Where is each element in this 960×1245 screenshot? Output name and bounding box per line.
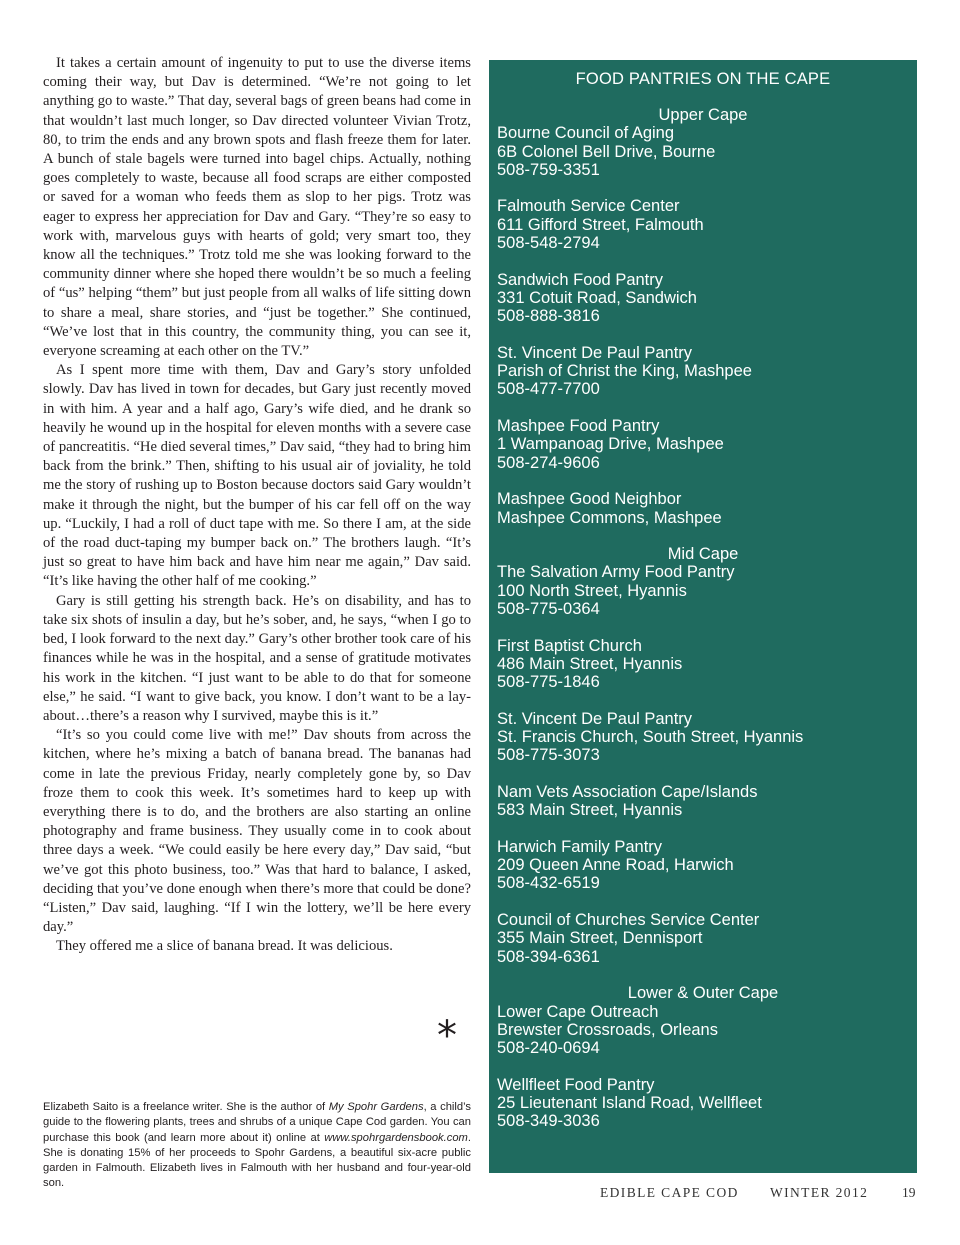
- pantry-address: 611 Gifford Street, Falmouth: [497, 215, 704, 234]
- pantry-entry: [497, 490, 909, 527]
- pantry-address: Mashpee Commons, Mashpee: [497, 508, 722, 527]
- pantry-name: Council of Churches Service Center: [497, 911, 760, 930]
- bio-book-title: My Spohr Gardens: [328, 1101, 424, 1113]
- end-mark-asterisk-icon: *: [437, 1013, 457, 1059]
- article-body: [43, 54, 471, 957]
- pantry-address: 100 North Street, Hyannis: [497, 581, 687, 600]
- pantry-address: St. Francis Church, South Street, Hyannis: [497, 728, 804, 747]
- pantry-name: The Salvation Army Food Pantry: [497, 563, 735, 582]
- pantry-phone: 508-775-1846: [497, 673, 600, 692]
- pantry-phone: 508-775-0364: [497, 600, 600, 619]
- pantry-address: 355 Main Street, Dennisport: [497, 929, 703, 948]
- author-bio: [43, 1100, 471, 1192]
- pantry-phone: 508-548-2794: [497, 234, 600, 253]
- pantry-entry: [497, 197, 909, 252]
- pantry-address: 331 Cotuit Road, Sandwich: [497, 288, 697, 307]
- pantry-address: 1 Wampanoag Drive, Mashpee: [497, 435, 724, 454]
- pantry-address: Brewster Crossroads, Orleans: [497, 1020, 718, 1039]
- pantry-name: Mashpee Good Neighbor: [497, 490, 682, 509]
- article-paragraph: It takes a certain amount of ingenuity to put to use the diverse items coming their way, but Dav is determined. “We’re not going to let anything go to waste.” That day, several bags of green beans had come in that wouldn’t last much longer, so Dav directed volunteer Vivian Trotz, 80, to trim the ends and any brown spots and flash freeze them for later. A bunch of stale bagels were turned into bagel chips. Actually, nothing goes completely to waste, because all food scraps are either composted or saved for a woman who feeds them as slop to her pigs. Trotz was eager to express her appreciation for Dav and Gary. “They’re so easy to work with, marvelous guys with hearts of gold; very smart too, they know all the techniques.” Trotz told me she was looking forward to the community dinner where she hoped there wouldn’t be so much a feeling of “us” helping “them” but just people from all walks of life sitting down to share a meal, share stories, and “just be together.” She continued, “We’ve lost that in this country, the community thing, you can see it, everyone screaming at each other on the TV.”: [43, 55, 471, 360]
- pantry-entry: [497, 563, 909, 618]
- bio-text: Elizabeth Saito is a freelance writer. She is the author of: [43, 1101, 329, 1113]
- pantry-entry: [497, 271, 909, 326]
- pantry-phone: 508-775-3073: [497, 746, 600, 765]
- article-paragraph: They offered me a slice of banana bread. It was delicious.: [56, 938, 393, 955]
- pantry-name: St. Vincent De Paul Pantry: [497, 709, 693, 728]
- footer-page-number: 19: [902, 1185, 916, 1200]
- pantry-phone: 508-349-3036: [497, 1112, 600, 1131]
- pantry-address: 6B Colonel Bell Drive, Bourne: [497, 142, 716, 161]
- pantry-name: Sandwich Food Pantry: [497, 270, 664, 289]
- pantry-entry: [497, 637, 909, 692]
- pantry-phone: 508-274-9606: [497, 453, 600, 472]
- pantry-name: Nam Vets Association Cape/Islands: [497, 782, 758, 801]
- pantry-phone: 508-432-6519: [497, 874, 600, 893]
- pantry-name: Lower Cape Outreach: [497, 1002, 659, 1021]
- article-paragraph: “It’s so you could come live with me!” Dav shouts from across the kitchen, where he’s mixing a batch of banana bread. The bananas had come in late the previous Friday, nearly completely gone by, so Dav froze them to cook this week. It’s sometimes hard to keep up with everything there is to do, and the brothers are also starting an online photography and frame business. They usually come in to cook about three days a week. “We could easily be here every day,” Dav said, “but we’ve got this photo business, too.” Was that hard to balance, I asked, deciding that you’ve done enough when there’s more that could be done? “Listen,” Dav said, laughing. “If I win the lottery, we’ll be here every day.”: [43, 727, 471, 936]
- pantry-entry: [497, 344, 909, 399]
- pantry-entry: [497, 911, 909, 966]
- footer-publication: EDIBLE CAPE COD: [600, 1185, 739, 1200]
- pantry-entry: [497, 783, 909, 820]
- bio-text: , a child’s guide to the flowering plants, trees and shrubs of a unique Cape Cod garden. You can purchase this book (and learn more about it) online at: [43, 1101, 471, 1144]
- pantry-name: Harwich Family Pantry: [497, 837, 663, 856]
- pantry-name: Mashpee Food Pantry: [497, 417, 660, 436]
- pantry-address: 25 Lieutenant Island Road, Wellfleet: [497, 1094, 762, 1113]
- pantry-name: Wellfleet Food Pantry: [497, 1075, 655, 1094]
- pantry-phone: 508-888-3816: [497, 307, 600, 326]
- footer-issue: WINTER 2012: [770, 1185, 869, 1200]
- pantry-phone: 508-240-0694: [497, 1039, 600, 1058]
- region-heading: Lower & Outer Cape: [627, 984, 779, 1003]
- region-heading: Mid Cape: [667, 545, 739, 564]
- pantry-entry: [497, 1076, 909, 1131]
- pantry-name: St. Vincent De Paul Pantry: [497, 343, 693, 362]
- article-paragraph: As I spent more time with them, Dav and Gary’s story unfolded slowly. Dav has lived in town for decades, but Gary just recently moved in with him. A year and a half ago, Gary’s wife died, and he drank so heavily he wound up in the hospital for eleven months with a severe case of pancreatitis. “He died several times,” Dav said, “they had to bring him back from the brink.” Then, shifting to his usual air of joviality, he told me the story of rushing up to Boston because doctors said Gary wouldn’t make it through the night, but the bumper of his car fell off on the way up. “Luckily, I had a roll of duct tape with me. So there I am, at the side of the road duct-taping my bumper back on.” The brothers laugh. “It’s just so great to have him back and have him near me again,” Dav said. “It’s like having the other half of me cooking.”: [43, 362, 471, 590]
- region-heading: Upper Cape: [658, 106, 748, 124]
- food-pantries-sidebar: [489, 60, 917, 1173]
- pantry-entry: [497, 124, 909, 179]
- pantry-name: Falmouth Service Center: [497, 197, 680, 216]
- sidebar-regions: [497, 106, 909, 1131]
- pantry-phone: 508-394-6361: [497, 947, 600, 966]
- pantry-name: Bourne Council of Aging: [497, 124, 675, 143]
- pantry-entry: [497, 838, 909, 893]
- pantry-address: 583 Main Street, Hyannis: [497, 801, 683, 820]
- bio-text: . She is donating 15% of her proceeds to Spohr Gardens, a beautiful six-acre public garden in Falmouth. Elizabeth lives in Falmouth with her husband and four-year-old son.: [43, 1131, 471, 1190]
- pantry-name: First Baptist Church: [497, 636, 642, 655]
- pantry-phone: 508-759-3351: [497, 160, 600, 179]
- pantry-entry: [497, 417, 909, 472]
- pantry-entry: [497, 710, 909, 765]
- pantry-address: 486 Main Street, Hyannis: [497, 654, 683, 673]
- article-paragraph: Gary is still getting his strength back. He’s on disability, and has to take six shots of insulin a day, but he’s sober, and, he says, “when I go to bed, I look forward to the next day.” Gary’s other brother took care of his finances while he was in the hospital, and a sense of gratitude motivates his work in the kitchen. “I just want to be able to do that for someone else,” he said. “I want to give back, you know. I don’t want to be a lay-about…there’s a reason why I survived, maybe this is it.”: [43, 592, 471, 724]
- bio-website-link[interactable]: www.spohrgardensbook.com: [324, 1131, 468, 1144]
- pantry-address: 209 Queen Anne Road, Harwich: [497, 856, 734, 875]
- pantry-entry: [497, 1003, 909, 1058]
- pantry-phone: 508-477-7700: [497, 380, 600, 399]
- sidebar-title: FOOD PANTRIES ON THE CAPE: [575, 70, 831, 88]
- pantry-address: Parish of Christ the King, Mashpee: [497, 362, 752, 381]
